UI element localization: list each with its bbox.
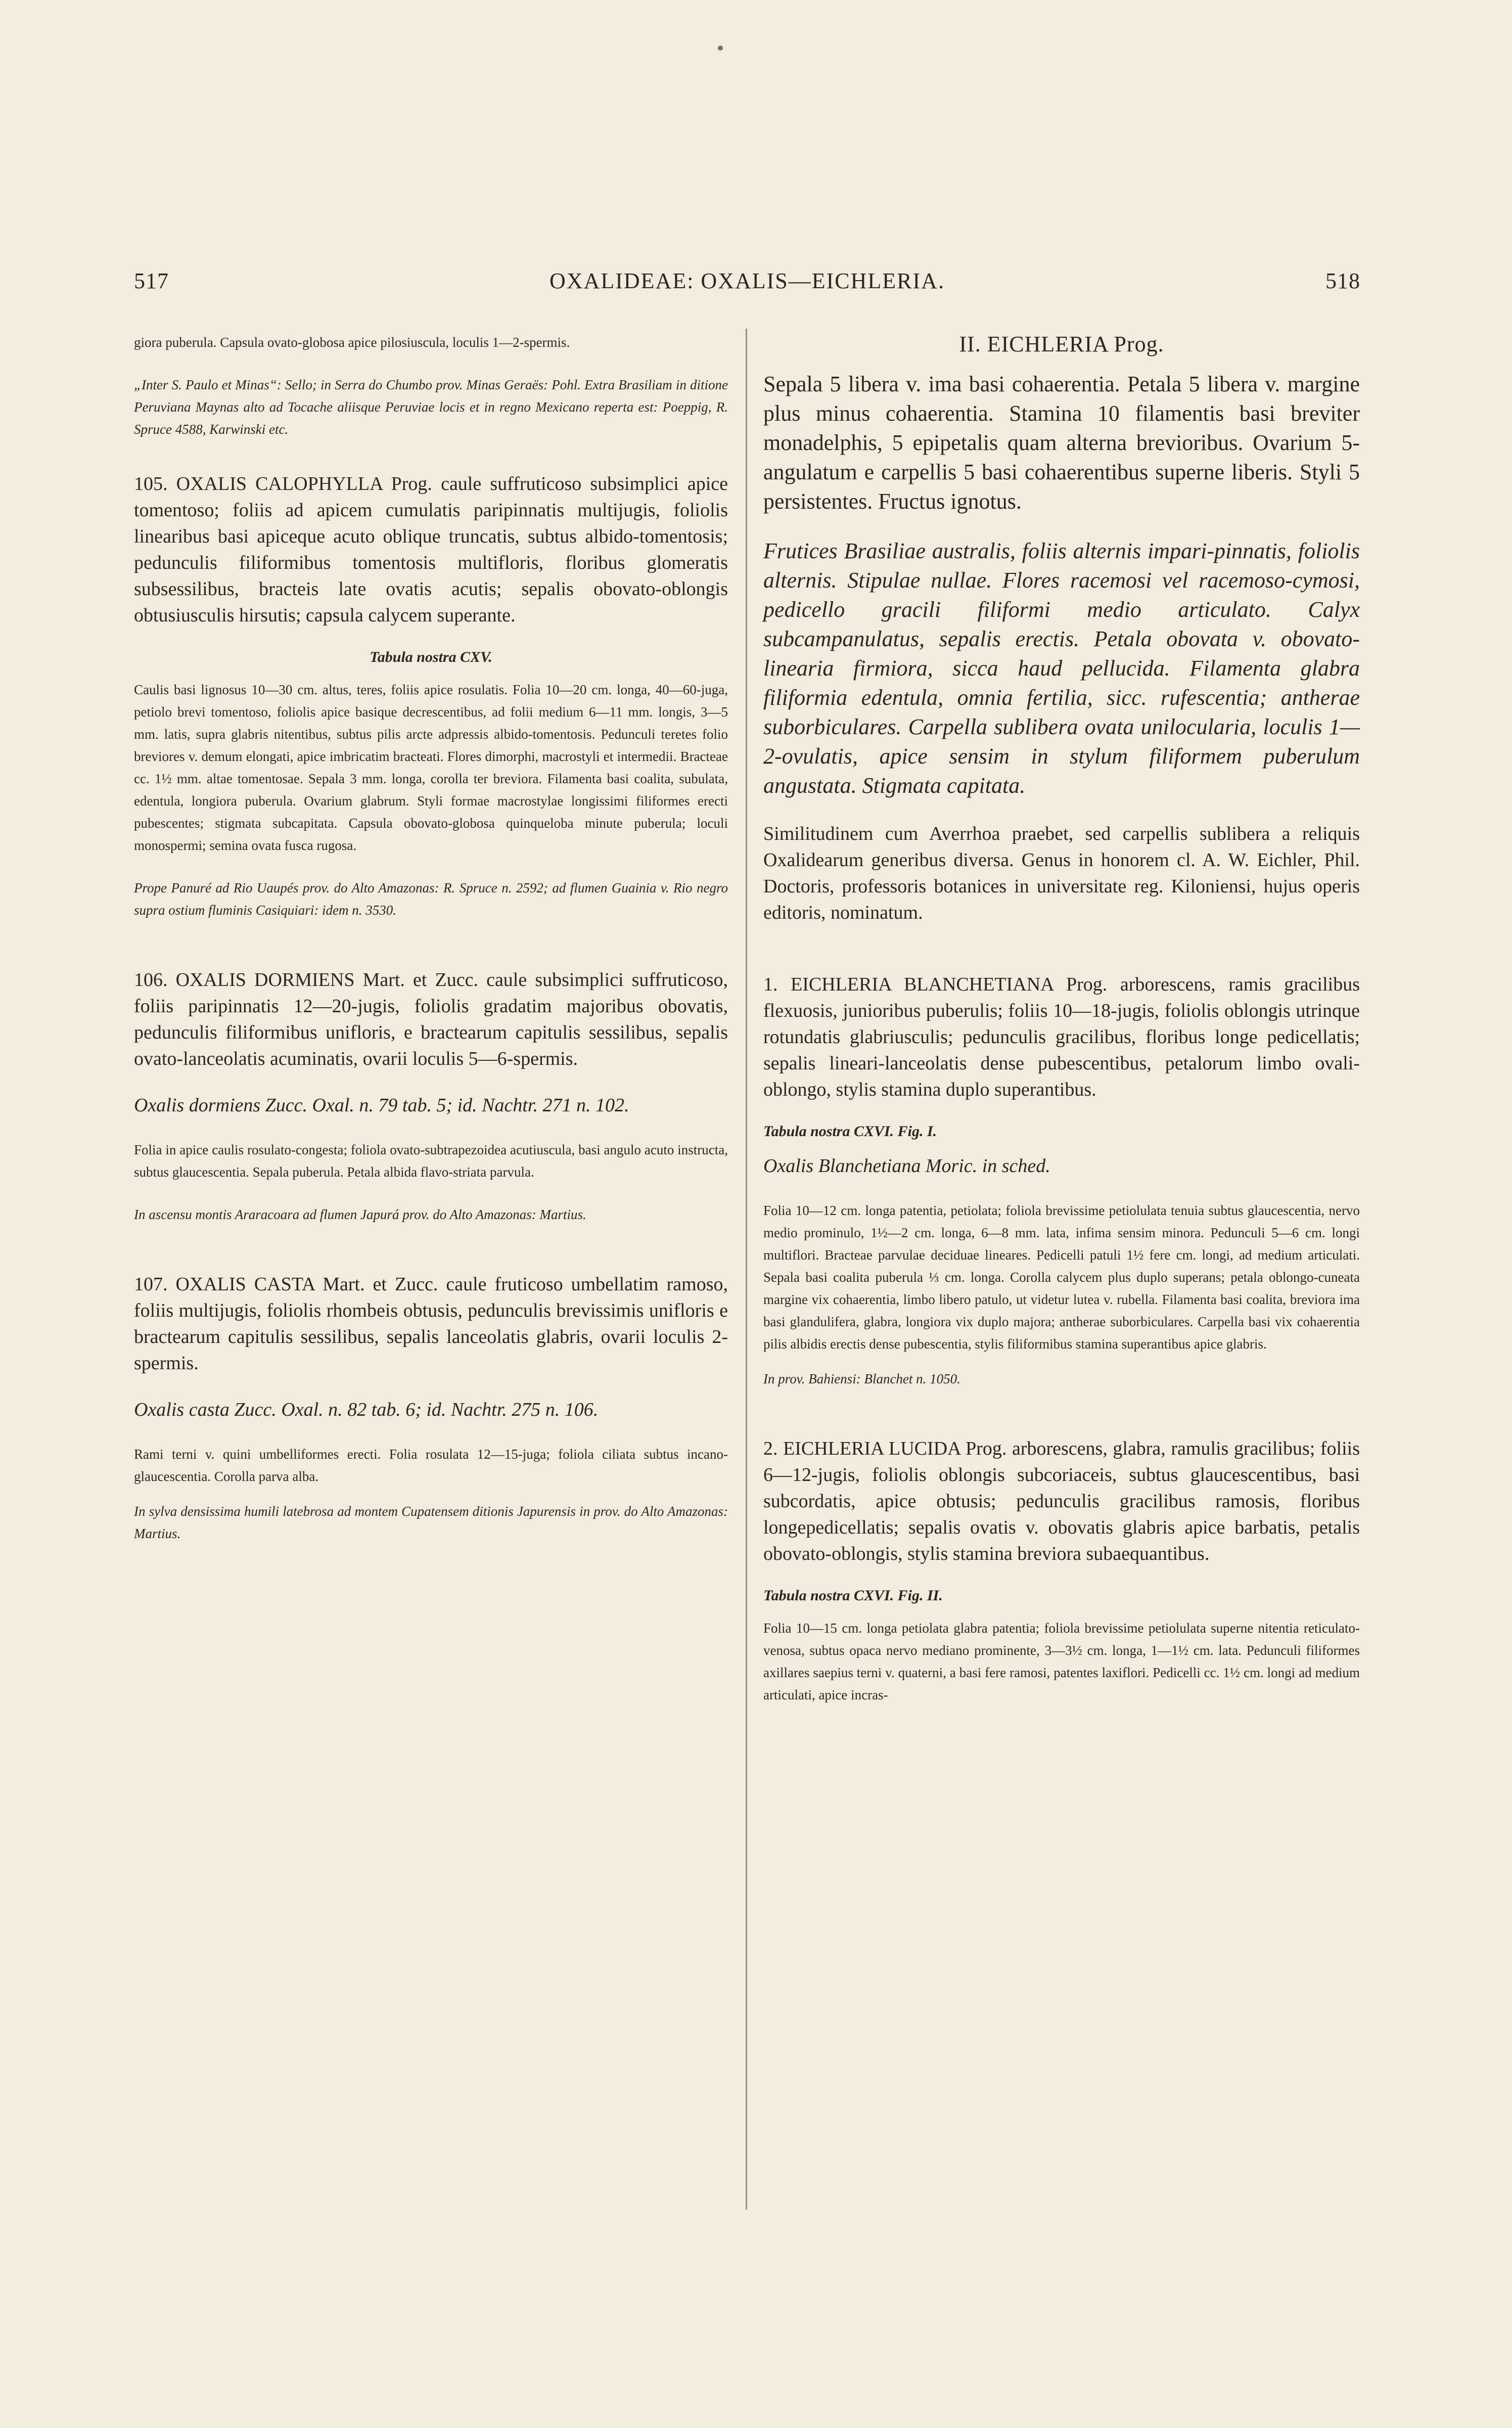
species-106-localities: In ascensu montis Araracoara ad flumen Japurá prov. do Alto Amazonas: Martius. bbox=[134, 1207, 586, 1222]
species-107-heading: 107. OXALIS CASTA Mart. et Zucc. bbox=[134, 1274, 438, 1295]
species-2-description: Folia 10—15 cm. longa petiolata glabra patentia; foliola brevissime petiolulata superne nitentia reticulato-venosa, subtus opaca nervo mediano prominente, 3—3½ cm. longa, 1—1½ cm. lata. Pedunculi filiformes axillares saepius terni v. quaterni, a basi fere ramosi, patentes laxiflori. Pedicelli cc. 1½ cm. longi ad medium articulati, apice incras- bbox=[763, 1621, 1360, 1702]
species-105-heading: 105. OXALIS CALOPHYLLA Prog. bbox=[134, 473, 432, 494]
species-107-diagnosis: 107. OXALIS CASTA Mart. et Zucc. caule fruticoso umbellatim ramoso, foliis multijugis, foliolis rhombeis obtusis, pedunculis brevissimis unifloris e bractearum capitulis sessilibus, sepalis lanceolatis glabris, ovarii loculis 2-spermis. bbox=[134, 1274, 728, 1374]
species-2-heading: 2. EICHLERIA LUCIDA Prog. bbox=[763, 1438, 1007, 1459]
ink-speck bbox=[718, 46, 723, 51]
species-1-diagnosis: 1. EICHLERIA BLANCHETIANA Prog. arborescens, ramis gracilibus flexuosis, junioribus puberulis; foliis 10—18-jugis, foliolis oblongis utrinque rotundatis glabriusculis; pedunculis gracilibus, floribus longe pedicellatis; sepalis lineari-lanceolatis dense pubescentibus, petalorum limbo ovali-oblongo, stylis stamina duplo superantibus. bbox=[763, 974, 1360, 1100]
species-107-synonym: Oxalis casta Zucc. Oxal. n. 82 tab. 6; id. Nachtr. 275 n. 106. bbox=[134, 1399, 599, 1420]
species-2-plate: Tabula nostra CXVI. Fig. II. bbox=[763, 1587, 943, 1604]
species-105-description: Caulis basi lignosus 10—30 cm. altus, teres, foliis apice rosulatis. Folia 10—20 cm. longa, 40—60-juga, petiolo brevi tomentoso, foliolis apice basique decrescentibus, ad folii medium 6—11 mm. longis, 3—5 mm. latis, supra glabris nitentibus, subtus pilis arcte adpressis albido-tomentosis. Pedunculi teretes folio breviores v. demum elongati, apice imbricatim bracteati. Flores dimorphi, macrostyli et intermedii. Bracteae cc. 1½ mm. altae tomentosae. Sepala 3 mm. longa, corolla ter breviora. Filamenta basi coalita, subulata, edentula, longiora puberula. Ovarium glabrum. Styli formae macrostylae longissimi filiformes erecti pubescentes; stigmata subcapitata. Capsula obovato-globosa quinqueloba minute puberula; loculi monospermi; semina ovata fusca rugosa. bbox=[134, 682, 728, 853]
species-105-plate: Tabula nostra CXV. bbox=[370, 649, 492, 665]
continued-description: giora puberula. Capsula ovato-globosa apice pilosiuscula, loculis 1—2-spermis. bbox=[134, 335, 570, 350]
species-105-diagnosis: 105. OXALIS CALOPHYLLA Prog. caule suffruticoso subsimplici apice tomentoso; foliis ad apicem cumulatis paripinnatis multijugis, foliolis linearibus basi apiceque acuto oblique truncatis, subtus albido-tomentosis; pedunculis filiformibus tomentosis multifloris, floribus glomeratis subsessilibus, bracteis late ovatis acutis; sepalis obovato-oblongis obtusiusculis hirsutis; capsula calycem superante. bbox=[134, 473, 728, 626]
species-1-description: Folia 10—12 cm. longa patentia, petiolata; foliola brevissime petiolulata tenuia subtus glaucescentia, nervo medio prominulo, 1½—2 cm. longa, 6—8 mm. lata, infima sensim minora. Pedunculi 5—6 cm. longi multiflori. Bracteae parvulae deciduae lineares. Pedicelli patuli 1½ fere cm. longi, ad medium articulati. Sepala basi coalita puberula ⅓ cm. longa. Corolla calycem plus duplo superans; petala oblongo-cuneata margine vix cohaerentia, limbo libero patulo, ut videtur lutea v. rubella. Filamenta basi coalita, breviora ima basi glandulifera, glabra, longiora vix duplo majora; antherae suborbiculares. Carpella basi vix cohaerentia pilis albidis erectis dense pubescentia, stylis filiformibus stamina superantibus apice glabris. bbox=[763, 1203, 1360, 1352]
right-column bbox=[763, 331, 1360, 1706]
species-105-localities: Prope Panuré ad Rio Uaupés prov. do Alto Amazonas: R. Spruce n. 2592; ad flumen Guainia v. Rio negro supra ostium fluminis Casiquiari: idem n. 3530. bbox=[134, 880, 728, 918]
species-107-description: Rami terni v. quini umbelliformes erecti. Folia rosulata 12—15-juga; foliola ciliata subtus incano-glaucescentia. Corolla parva alba. bbox=[134, 1447, 728, 1484]
species-107-localities: In sylva densissima humili latebrosa ad montem Cupatensem ditionis Japurensis in prov. do Alto Amazonas: Martius. bbox=[134, 1504, 728, 1541]
left-column bbox=[134, 331, 728, 1545]
species-106-synonym: Oxalis dormiens Zucc. Oxal. n. 79 tab. 5; id. Nachtr. 271 n. 102. bbox=[134, 1095, 629, 1116]
genus-note: Similitudinem cum Averrhoa praebet, sed carpellis sublibera a reliquis Oxalidearum generibus diversa. Genus in honorem cl. A. W. Eichler, Phil. Doctoris, professoris botanices in universitate reg. Kiloniensi, hujus operis editoris, nominatum. bbox=[763, 823, 1360, 923]
page-number-right: 518 bbox=[1325, 268, 1360, 293]
page-number-left: 517 bbox=[134, 268, 169, 293]
page-header bbox=[134, 268, 1360, 303]
species-1-heading: 1. EICHLERIA BLANCHETIANA Prog. bbox=[763, 974, 1108, 995]
running-title: OXALIDEAE: OXALIS—EICHLERIA. bbox=[549, 268, 945, 293]
genus-diagnosis: Sepala 5 libera v. ima basi cohaerentia. Petala 5 libera v. margine plus minus cohaerentia. Stamina 10 filamentis basi breviter monadelphis, 5 epipetalis quam alterna brevioribus. Ovarium 5-angulatum e carpellis 5 basi cohaerentibus superne liberis. Styli 5 persistentes. Fructus ignotus. bbox=[763, 372, 1360, 514]
species-1-localities: In prov. Bahiensi: Blanchet n. 1050. bbox=[763, 1371, 960, 1386]
continued-localities: „Inter S. Paulo et Minas“: Sello; in Serra do Chumbo prov. Minas Geraës: Pohl. Extra Brasiliam in ditione Peruviana Maynas alto ad Tocache aliisque Peruviae locis et in regno Mexicano reperta est: Poeppig, R. Spruce 4588, Karwinski etc. bbox=[134, 377, 728, 437]
genus-heading: II. EICHLERIA Prog. bbox=[959, 332, 1164, 356]
column-divider bbox=[746, 329, 747, 2210]
species-106-description: Folia in apice caulis rosulato-congesta; foliola ovato-subtrapezoidea acutiuscula, basi angulo acuto instructa, subtus glaucescentia. Sepala puberula. Petala albida flavo-striata parvula. bbox=[134, 1142, 728, 1180]
species-1-plate: Tabula nostra CXVI. Fig. I. bbox=[763, 1123, 937, 1140]
species-2-diagnosis: 2. EICHLERIA LUCIDA Prog. arborescens, glabra, ramulis gracilibus; foliis 6—12-jugis, foliolis oblongis subcoriaceis, subtus glaucescentibus, basi subcordatis, apice obtusis; pedunculis gracilibus ramosis, floribus longepedicellatis; sepalis ovatis v. obovatis glabris apice barbatis, petalis obovato-oblongis, stylis stamina breviora subaequantibus. bbox=[763, 1438, 1360, 1564]
species-106-heading: 106. OXALIS DORMIENS Mart. et Zucc. bbox=[134, 969, 478, 991]
species-106-diagnosis: 106. OXALIS DORMIENS Mart. et Zucc. caule subsimplici suffruticoso, foliis paripinnatis 12—20-jugis, foliolis gradatim majoribus obovatis, pedunculis filiformibus unifloris, e bractearum capitulis sessilibus, sepalis ovato-lanceolatis acuminatis, ovarii loculis 5—6-spermis. bbox=[134, 969, 728, 1069]
species-1-synonym: Oxalis Blanchetiana Moric. in sched. bbox=[763, 1155, 1050, 1177]
genus-description: Frutices Brasiliae australis, foliis alternis impari-pinnatis, foliolis alternis. Stipulae nullae. Flores racemosi vel racemoso-cymosi, pedicello gracili filiformi medio articulato. Calyx subcampanulatus, sepalis erectis. Petala obovata v. obovato-linearia firmiora, sicca haud pellucida. Filamenta glabra filiformia edentula, omnia fertilia, sicc. rufescentia; antherae suborbiculares. Carpella sublibera ovata unilocularia, loculis 1—2-ovulatis, apice sensim in stylum filiformem puberulum angustata. Stigmata capitata. bbox=[763, 538, 1360, 798]
